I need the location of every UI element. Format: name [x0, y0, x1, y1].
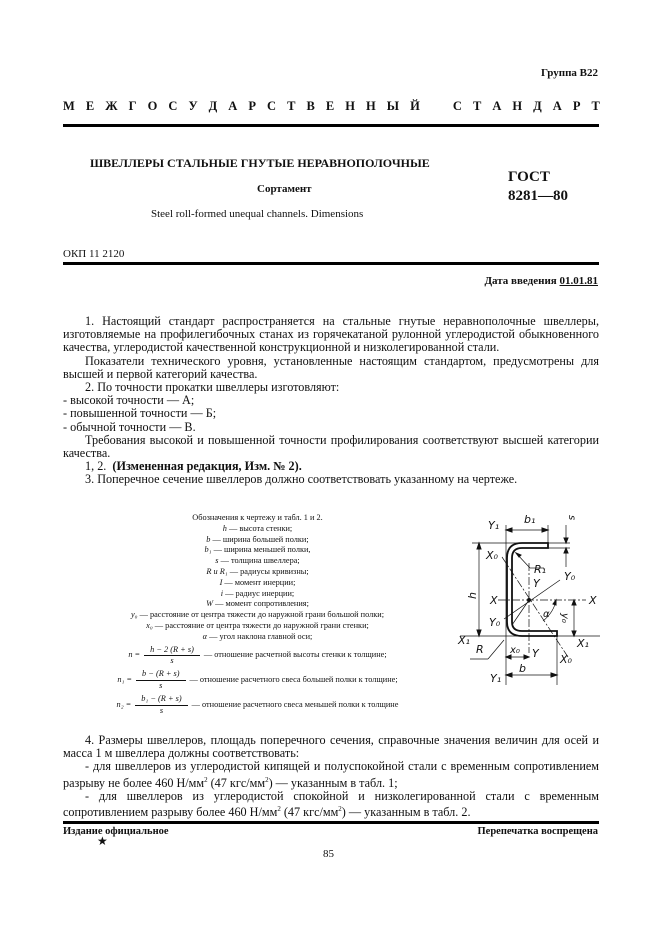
interstate-letter: С — [452, 99, 462, 113]
formula-fraction — [135, 694, 187, 717]
legend-symbol: s — [215, 556, 219, 566]
body-section-1 — [63, 315, 599, 487]
label-x1-right: X₁ — [577, 637, 589, 650]
label-r1: R₁ — [534, 563, 547, 576]
intro-date-label: Дата введения — [484, 275, 557, 287]
formula-denominator: s — [159, 680, 163, 690]
page-number: 85 — [323, 848, 334, 860]
legend-description: — толщина швеллера; — [218, 556, 300, 566]
interstate-letter: У — [188, 99, 198, 113]
footer-rule — [63, 821, 599, 824]
intro-date — [484, 275, 598, 287]
legend-formula — [95, 669, 420, 692]
legend-item — [95, 556, 420, 567]
interstate-letter: Д — [533, 99, 542, 113]
formula-numerator: h − 2 (R + s) — [144, 645, 200, 657]
legend-symbol: i — [220, 588, 224, 598]
label-x-right: X — [589, 594, 597, 607]
interstate-letter: Г — [128, 99, 137, 113]
interstate-letter: Е — [325, 99, 335, 113]
legend-description: — высота стенки; — [226, 523, 293, 533]
accuracy-item-c: - обычной точности — В. — [63, 419, 196, 434]
interstate-letter: А — [492, 99, 502, 113]
formula-denominator: s — [170, 656, 174, 666]
interstate-letter: Т — [591, 99, 600, 113]
label-h: h — [466, 592, 479, 599]
gost-number: 8281—80 — [508, 188, 568, 204]
legend-item — [95, 610, 420, 621]
gost-code — [508, 168, 568, 206]
formula-description: — отношение расчетного свеса большей полки к толщине; — [189, 675, 398, 685]
star-icon: ★ — [97, 834, 108, 848]
legend-symbol: α — [202, 631, 208, 641]
legend-symbol: y₀ — [130, 610, 138, 620]
legend-item — [95, 599, 420, 610]
formula-description: — отношение расчетной высоты стенки к толщине; — [203, 650, 387, 660]
formula-lhs: n = — [128, 650, 141, 660]
document-title: ШВЕЛЛЕРЫ СТАЛЬНЫЕ ГНУТЫЕ НЕРАВНОПОЛОЧНЫЕ — [90, 156, 430, 170]
interstate-letter: А — [552, 99, 562, 113]
interstate-letter: Н — [345, 99, 355, 113]
legend-symbol: b — [206, 534, 211, 544]
interstate-letter: Е — [85, 99, 95, 113]
paragraph-6: 3. Поперечное сечение швеллеров должно соответствовать указанному на чертеже. — [85, 472, 518, 487]
legend-description: — расстояние от центра тяжести до наружной грани стенки; — [152, 620, 369, 630]
interstate-letter: Т — [287, 99, 296, 113]
notation-legend — [95, 513, 420, 716]
legend-description: — момент инерции; — [222, 577, 296, 587]
interstate-letter: М — [63, 99, 75, 113]
label-b1: b₁ — [524, 513, 536, 526]
label-x0-top: X₀ — [486, 549, 498, 562]
interstate-letter: В — [306, 99, 315, 113]
legend-description: — радиус инерции; — [223, 588, 295, 598]
formula-fraction — [136, 669, 185, 692]
p9-sup2: 2 — [338, 805, 342, 814]
label-x-left: X — [490, 594, 498, 607]
legend-item — [95, 578, 420, 589]
formula-fraction — [144, 645, 200, 668]
legend-formula — [95, 694, 420, 717]
interstate-letter: Н — [512, 99, 523, 113]
legend-description: — радиусы кривизны; — [227, 566, 309, 576]
title-rule — [63, 262, 599, 265]
interstate-letter: Т — [472, 99, 482, 113]
p9-b: (47 кгс/мм — [280, 805, 339, 820]
english-title: Steel roll-formed unequal channels. Dimensions — [151, 208, 364, 220]
okp-code: ОКП 11 2120 — [63, 248, 125, 260]
legend-symbol: x₀ — [146, 620, 153, 630]
body-section-4 — [63, 734, 599, 819]
paragraph-2: Показатели технического уровня, установленные настоящим стандартом, предусмотрены для высшей и первой категорий качества. — [63, 353, 599, 381]
legend-heading: Обозначения к чертежу и табл. 1 и 2. — [192, 513, 323, 522]
legend-item — [95, 567, 420, 578]
amendment-prefix: 1, 2. — [85, 459, 107, 474]
interstate-standard-heading — [63, 99, 600, 114]
label-y1-top: Y₁ — [488, 519, 500, 532]
interstate-letter: А — [228, 99, 238, 113]
formula-description: — отношение расчетного свеса меньшей полки к толщине — [191, 699, 399, 709]
label-alpha: α — [543, 609, 550, 620]
reprint-prohibited-note: Перепечатка воспрещена — [477, 826, 598, 837]
p9-sup1: 2 — [277, 805, 281, 814]
official-edition-note: Издание официальное — [63, 826, 169, 837]
interstate-letter: С — [168, 99, 178, 113]
label-y0-right: Y₀ — [564, 570, 576, 583]
paragraph-3: 2. По точности прокатки швеллеры изготовляют: — [85, 380, 340, 395]
formula-numerator: b − (R + s) — [136, 669, 185, 681]
interstate-letter: Й — [410, 99, 420, 113]
label-s: s — [566, 515, 577, 521]
interstate-letter: С — [267, 99, 277, 113]
paragraph-9 — [63, 790, 599, 819]
p8-a: - для швеллеров из углеродистой кипящей и полуспокойной стали с временным сопротивлением разрыву не более 460 Н/мм — [63, 759, 599, 790]
interstate-letter: Ж — [105, 99, 118, 113]
legend-item — [95, 621, 420, 632]
p8-sup1: 2 — [204, 775, 208, 784]
legend-symbol: b₁ — [204, 545, 212, 555]
legend-symbol: I — [219, 577, 223, 587]
p8-c: ) — указанным в табл. 1; — [268, 775, 398, 790]
legend-item — [95, 589, 420, 600]
label-y1-bottom: Y₁ — [490, 672, 502, 685]
intro-date-value: 01.01.81 — [559, 275, 598, 287]
p9-a: - для швеллеров из углеродистой спокойной и низколегированной стали с временным сопротивлением разрыву более 460 Н/мм — [63, 788, 599, 820]
p8-b: (47 кгс/мм — [207, 775, 266, 790]
legend-item — [95, 535, 420, 546]
label-y: Y — [533, 577, 540, 590]
formula-lhs: n₁ = — [117, 675, 133, 685]
paragraph-4: Требования высокой и повышенной точности профилирования соответствуют высшей категории качества. — [63, 432, 599, 461]
interstate-letter: О — [147, 99, 158, 113]
legend-symbol: h — [222, 523, 227, 533]
formula-numerator: b₁ − (R + s) — [135, 694, 187, 706]
interstate-letter: Н — [365, 99, 376, 113]
p9-c: ) — указанным в табл. 2. — [341, 805, 471, 820]
legend-description: — ширина меньшей полки, — [211, 545, 311, 555]
legend-symbol: R и R₁ — [206, 566, 228, 576]
label-x0-bottom: X₀ — [560, 653, 572, 666]
legend-item — [95, 524, 420, 535]
label-x1-left: X₁ — [458, 634, 470, 647]
accuracy-item-a: - высокой точности — А; — [63, 393, 195, 408]
label-y0-dim: y₀ — [559, 613, 570, 623]
formula-denominator: s — [159, 705, 164, 715]
p8-sup2: 2 — [265, 775, 269, 784]
legend-description: — расстояние от центра тяжести до наружной грани большой полки; — [137, 610, 385, 620]
interstate-letter: Р — [572, 99, 581, 113]
group-code: Группа В22 — [540, 67, 598, 79]
paragraph-1: 1. Настоящий стандарт распространяется на стальные гнутые неравнополочные швеллеры, изготовляемые на профилегибочных станах из горячекатаной рулонной углеродистой обыкновенного качества, углеродистой качественной конструкционной и низколегированной стали. — [63, 314, 599, 355]
interstate-letter: Ы — [386, 99, 400, 113]
interstate-letter: Д — [208, 99, 218, 113]
legend-description: — угол наклона главной оси; — [207, 631, 313, 641]
gost-label: ГОСТ — [508, 169, 550, 185]
interstate-letter: Р — [248, 99, 256, 113]
legend-formula — [95, 645, 420, 668]
label-y-bottom: Y — [532, 647, 539, 660]
accuracy-item-b: - повышенной точности — Б; — [63, 406, 217, 421]
legend-symbol: W — [206, 599, 213, 609]
label-x0-dim: x₀ — [510, 645, 520, 656]
channel-profile — [507, 543, 557, 636]
legend-item — [95, 545, 420, 556]
label-r: R — [476, 643, 484, 656]
label-b: b — [519, 662, 526, 675]
paragraph-8 — [63, 760, 599, 789]
legend-description: — ширина большей полки; — [210, 534, 309, 544]
legend-description: — момент сопротивления; — [213, 599, 309, 609]
legend-item — [95, 632, 420, 643]
channel-cross-section-drawing — [440, 495, 620, 695]
document-subtitle: Сортамент — [257, 183, 312, 195]
amendment-bold: (Измененная редакция, Изм. № 2). — [112, 459, 302, 474]
formula-lhs: n₂ = — [116, 699, 132, 709]
label-y0-left: Y₀ — [489, 616, 501, 629]
paragraph-7: 4. Размеры швеллеров, площадь поперечного сечения, справочные значения величин для осей и масса 1 м швеллера должны соответствовать: — [63, 733, 599, 761]
header-rule — [63, 124, 599, 127]
